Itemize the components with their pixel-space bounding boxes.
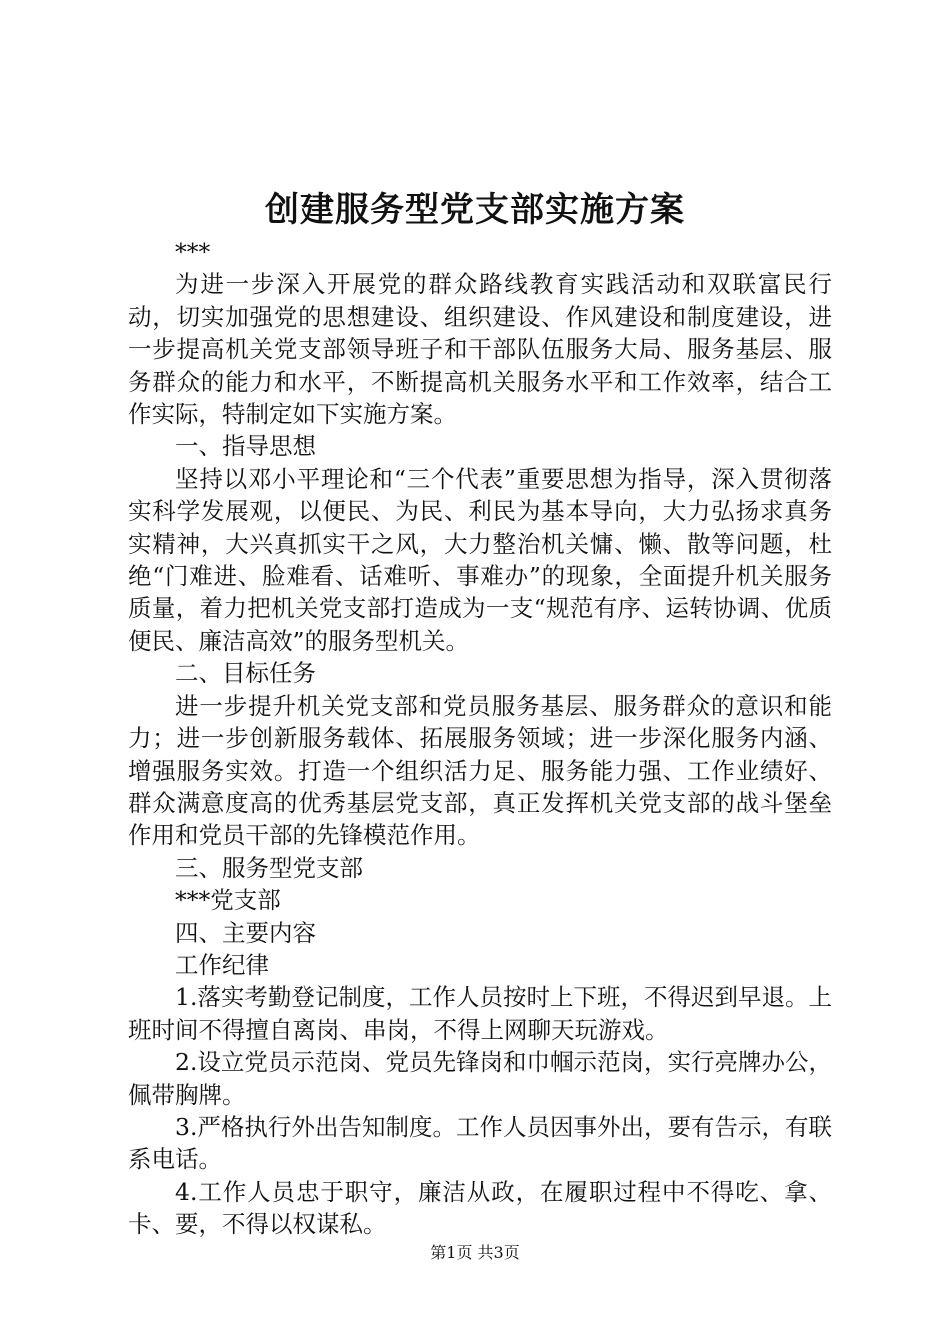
page-footer: 第1页 共3页 [430,1243,520,1262]
list-item-4: 4.工作人员忠于职守，廉洁从政，在履职过程中不得吃、拿、卡、要，不得以权谋私。 [128,1177,832,1239]
goals-paragraph: 进一步提升机关党支部和党员服务基层、服务群众的意识和能力；进一步创新服务载体、拓展服务领域；进一步深化服务内涵、增强服务实效。打造一个组织活力足、服务能力强、工作业绩好、群众满意度高的优秀基层党支部，真正发挥机关党支部的战斗堡垒作用和党员干部的先锋模范作用。 [128,691,832,850]
list-item-3: 3.严格执行外出告知制度。工作人员因事外出，要有告示，有联系电话。 [128,1112,832,1174]
list-item-2: 2.设立党员示范岗、党员先锋岗和巾帼示范岗，实行亮牌办公，佩带胸牌。 [128,1048,832,1109]
section-heading-goals: 二、目标任务 [175,659,316,688]
section-heading-service-branch: 三、服务型党支部 [175,853,363,882]
document-body [128,236,832,1241]
guiding-ideology-paragraph: 坚持以邓小平理论和“三个代表”重要思想为指导，深入贯彻落实科学发展观，以便民、为民、利民为基本导向，大力弘扬求真务实精神，大兴真抓实干之风，大力整治机关慵、懒、散等问题，杜绝“门难进、脸难看、话难听、事难办”的现象，全面提升机关服务质量，着力把机关党支部打造成为一支“规范有序、运转协调、优质便民、廉洁高效”的服务型机关。 [128,464,832,655]
subheading-work-discipline: 工作纪律 [175,950,269,979]
section-heading-main-content: 四、主要内容 [175,918,316,947]
document-title: 创建服务型党支部实施方案 [265,190,685,230]
list-item-1: 1.落实考勤登记制度，工作人员按时上下班，不得迟到早退。上班时间不得擅自离岗、串岗，不得上网聊天玩游戏。 [128,983,832,1044]
author-placeholder: *** [175,238,211,266]
intro-paragraph: 为进一步深入开展党的群众路线教育实践活动和双联富民行动，切实加强党的思想建设、组织建设、作风建设和制度建设，进一步提高机关党支部领导班子和干部队伍服务大局、服务基层、服务群众的能力和水平，不断提高机关服务水平和工作效率，结合工作实际，特制定如下实施方案。 [128,270,832,429]
section-heading-guiding-ideology: 一、指导思想 [175,432,316,461]
service-branch-name: ***党支部 [175,886,281,915]
